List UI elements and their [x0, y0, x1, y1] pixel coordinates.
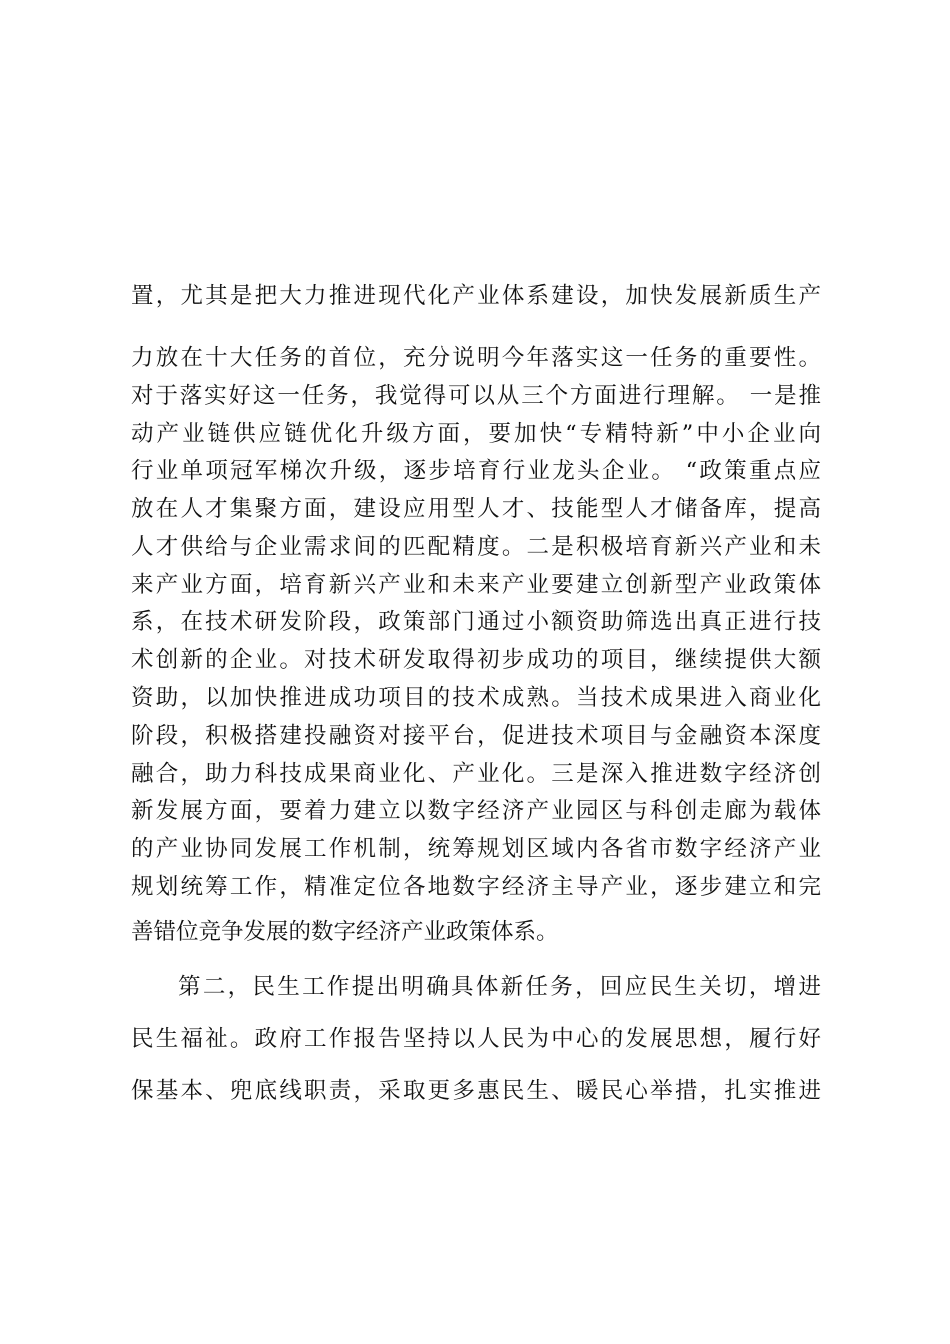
paragraph-2-line-2: 民生福祉。政府工作报告坚持以人民为中心的发展思想，履行好: [131, 1026, 821, 1052]
paragraph-1-line-16: 规划统筹工作，精准定位各地数字经济主导产业，逐步建立和完: [131, 874, 821, 900]
paragraph-2-line-1: 第二，民生工作提出明确具体新任务，回应民生关切，增进: [178, 974, 821, 1000]
paragraph-1-line-8: 来产业方面，培育新兴产业和未来产业要建立创新型产业政策体: [131, 572, 821, 598]
paragraph-1-line-4: 动产业链供应链优化升级方面，要加快“专精特新”中小企业向: [131, 421, 821, 447]
paragraph-1-line-12: 阶段，积极搭建投融资对接平台，促进技术项目与金融资本深度: [131, 723, 821, 749]
paragraph-1-line-15: 的产业协同发展工作机制，统筹规划区域内各省市数字经济产业: [131, 836, 821, 862]
paragraph-1-line-5: 行业单项冠军梯次升级，逐步培育行业龙头企业。 “政策重点应: [131, 458, 821, 484]
paragraph-1-line-17: 善错位竞争发展的数字经济产业政策体系。: [131, 919, 559, 945]
paragraph-1-line-7: 人才供给与企业需求间的匹配精度。二是积极培育新兴产业和未: [131, 534, 821, 560]
paragraph-1-line-1: 置，尤其是把大力推进现代化产业体系建设，加快发展新质生产: [131, 283, 821, 309]
paragraph-1-line-9: 系，在技术研发阶段，政策部门通过小额资助筛选出真正进行技: [131, 609, 821, 635]
paragraph-1-line-3: 对于落实好这一任务，我觉得可以从三个方面进行理解。 一是推: [131, 383, 821, 409]
paragraph-1-line-2: 力放在十大任务的首位，充分说明今年落实这一任务的重要性。: [131, 345, 821, 371]
paragraph-1-line-13: 融合，助力科技成果商业化、产业化。三是深入推进数字经济创: [131, 761, 821, 787]
paragraph-1-line-11: 资助，以加快推进成功项目的技术成熟。当技术成果进入商业化: [131, 685, 821, 711]
paragraph-1-line-14: 新发展方面，要着力建立以数字经济产业园区与科创走廊为载体: [131, 798, 821, 824]
paragraph-1-line-6: 放在人才集聚方面，建设应用型人才、技能型人才储备库，提高: [131, 496, 821, 522]
paragraph-1-line-10: 术创新的企业。对技术研发取得初步成功的项目，继续提供大额: [131, 647, 821, 673]
paragraph-2-line-3: 保基本、兜底线职责，采取更多惠民生、暖民心举措，扎实推进: [131, 1078, 821, 1104]
